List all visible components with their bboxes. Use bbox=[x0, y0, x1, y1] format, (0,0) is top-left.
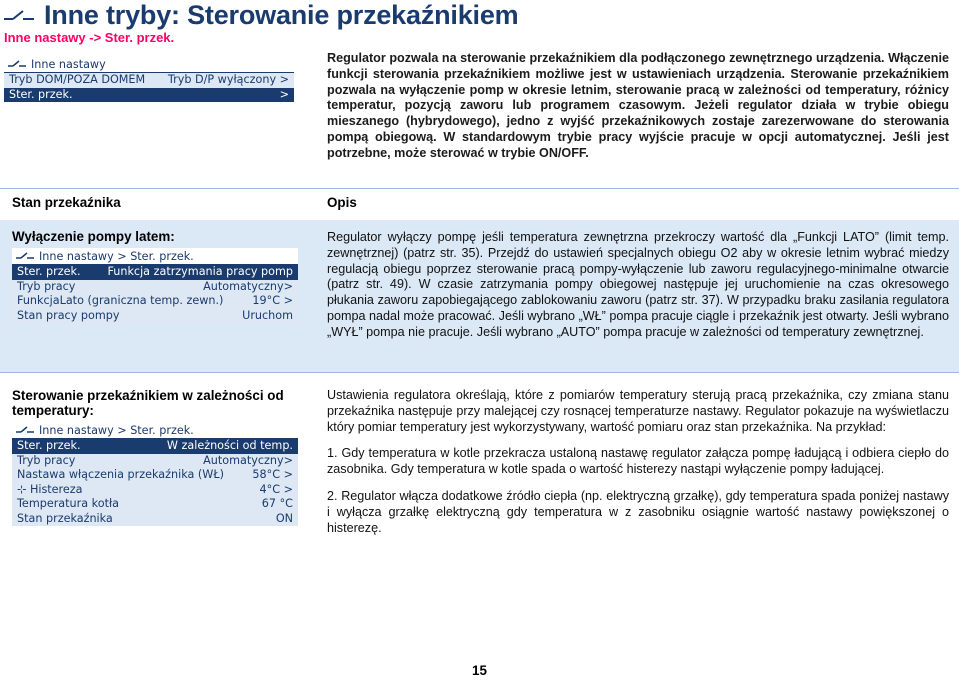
row-label: Tryb DOM/POZA DOMEM bbox=[9, 73, 146, 86]
row-value: Uruchom bbox=[242, 308, 293, 322]
row-label: Ster. przek. bbox=[17, 439, 81, 452]
chevron-right-icon: > bbox=[279, 87, 289, 101]
intro-paragraph: Regulator pozwala na sterowanie przekaźnikiem dla podłączonego zewnętrznego urządzenia. Włączenie funkcji sterowania przekaźnikiem możliwe jest w ustawieniach urządzenia. Sterowanie przekaźnikiem pozwala na wyłączenie pomp w okresie letnim, sterowanie pracą w zależności od temperatury, różnicy temperatur, pozycją zaworu lub programem czasowym. Jeżeli regulator działa w trybie obiegu mieszanego (hybrydowego), jedno z wyjść przekaźnikowych zostaje zarezerwowane do sterowania pompą obiegową. W standardowym trybie pracy wyjście pracuje w opcji automatycznej. Jeśli jest potrzebne, może sterować w trybie ON/OFF. bbox=[327, 51, 949, 160]
section-description: Regulator wyłączy pompę jeśli temperatura zewnętrzna przekroczy wartość dla „Funkcji LATO” (limit temp. zewnętrznej) (patrz str. 35). Przejdź do ustawień specjalnych obiegu O2 aby w okresie letnim wybrać miedzy regulacją obiegu poprzez sterowanie pracą pompy-wyłączenie lub zaworu regulacyjnego-minimalne otwarcie (patrz str. 49). W czasie zatrzymania pompy obiegowej następuje jej uruchomienie na czas okresowego płukania zaworu zapobiegającego zablokowaniu zaworu (patrz str. 37). W przypadku braku zasilania regulatora pompa nadal może pracować. Jeśli wybrano „WŁ” pompa pracuje ciągle i przekaźnik jest otwarty. Jeśli wybrano „WYŁ” pompa nie pracuje. Jeśli wybrano „AUTO” pompa pracuje w zależności od temperatury zewnętrznej. bbox=[327, 230, 949, 339]
page-number: 15 bbox=[472, 663, 487, 678]
divider bbox=[0, 372, 959, 373]
row-label: Nastawa włączenia przekaźnika (WŁ) bbox=[17, 468, 224, 481]
row-label-text: Histereza bbox=[29, 482, 83, 496]
row-label: Tryb pracy bbox=[17, 453, 76, 467]
screen-heading bbox=[12, 422, 298, 439]
screen-heading-label: Inne nastawy > Ster. przek. bbox=[39, 249, 194, 263]
row-value: 58°C > bbox=[252, 468, 293, 481]
row-value: W zależności od temp. bbox=[166, 439, 293, 452]
menu-row-home-away[interactable] bbox=[4, 73, 294, 88]
column-header-description: Opis bbox=[327, 195, 357, 210]
row-value: 19°C > bbox=[252, 294, 293, 307]
screen-other-settings bbox=[4, 56, 294, 102]
row-label: FunkcjaLato (graniczna temp. zewn.) bbox=[17, 294, 224, 307]
menu-row-boiler-temp bbox=[12, 497, 298, 512]
row-label: Ster. przek. bbox=[9, 87, 73, 101]
paragraph: 1. Gdy temperatura w kotle przekracza ustaloną nastawę regulator załącza pompę ładującą i odbiera ciepło do zasobnika. Gdy temperatura w kotle spada o wartość histerezy nastąpi wyłączenie pompy ładującej. bbox=[327, 446, 949, 477]
menu-row-setpoint[interactable] bbox=[12, 468, 298, 483]
row-value: ON bbox=[275, 511, 293, 525]
section-label: Wyłączenie pompy latem: bbox=[12, 229, 175, 244]
relay-switch-icon bbox=[4, 5, 34, 25]
divider bbox=[0, 188, 959, 189]
row-label: Ster. przek. bbox=[17, 265, 81, 278]
relay-switch-icon bbox=[16, 425, 34, 435]
screen-heading-label: Inne nastawy bbox=[31, 57, 106, 71]
hysteresis-icon: ⊹ bbox=[17, 482, 27, 496]
screen-heading-label: Inne nastawy > Ster. przek. bbox=[39, 423, 194, 437]
row-label: Stan przekaźnika bbox=[17, 511, 113, 525]
relay-switch-icon bbox=[16, 251, 34, 261]
paragraph: 2. Regulator włącza dodatkowe źródło ciepła (np. elektryczną grzałkę), gdy temperatura spada poniżej nastawy i wyłącza grzałkę elektryczną gdy temperatura w z zasobniku osiągnie wartość nastawy powiększonej o histerezę. bbox=[327, 488, 949, 535]
menu-row-pump-state bbox=[12, 309, 298, 324]
menu-row-mode[interactable] bbox=[12, 280, 298, 295]
screen-summer-function bbox=[12, 248, 298, 323]
breadcrumb: Inne nastawy -> Ster. przek. bbox=[4, 30, 175, 45]
relay-switch-icon bbox=[8, 59, 26, 69]
row-label: Tryb pracy bbox=[17, 279, 76, 293]
table-header bbox=[0, 188, 959, 220]
row-label: Temperatura kotła bbox=[17, 497, 119, 510]
row-value: 67 °C bbox=[261, 497, 293, 510]
row-label bbox=[17, 483, 83, 498]
column-header-state: Stan przekaźnika bbox=[12, 195, 121, 210]
menu-row-relay-control[interactable] bbox=[12, 265, 298, 280]
menu-row-hysteresis[interactable] bbox=[12, 483, 298, 498]
row-value: Funkcja zatrzymania pracy pomp bbox=[107, 265, 293, 278]
screen-heading bbox=[4, 56, 294, 73]
row-value: 4°C > bbox=[259, 482, 293, 496]
menu-row-mode[interactable] bbox=[12, 454, 298, 469]
screen-heading bbox=[12, 248, 298, 265]
menu-row-relay-control[interactable] bbox=[12, 439, 298, 454]
row-label: Stan pracy pompy bbox=[17, 308, 120, 322]
menu-row-relay-state bbox=[12, 512, 298, 527]
page-title: Inne tryby: Sterowanie przekaźnikiem bbox=[44, 0, 519, 30]
menu-row-relay-control[interactable] bbox=[4, 88, 294, 103]
menu-row-summer-limit[interactable] bbox=[12, 294, 298, 309]
row-value: Automatyczny> bbox=[203, 453, 293, 467]
section-description bbox=[327, 388, 949, 547]
paragraph: Ustawienia regulatora określają, które z pomiarów temperatury sterują pracą przekaźnika, czy zmiana stanu przekaźnika następuje przy malejącej czy rosnącej temperaturze nastawy. Regulator pokazuje na wyświetlaczu który pomiar temperatury jest wykorzystywany, wartość pomiaru oraz stan przekaźnika. Na przykład: bbox=[327, 388, 949, 434]
screen-temperature-control bbox=[12, 422, 298, 526]
section-label: Sterowanie przekaźnikiem w zależności od temperatury: bbox=[12, 388, 284, 418]
row-value: Automatyczny> bbox=[203, 279, 293, 293]
row-value: Tryb D/P wyłączony > bbox=[167, 73, 289, 86]
page-header bbox=[4, 0, 518, 30]
